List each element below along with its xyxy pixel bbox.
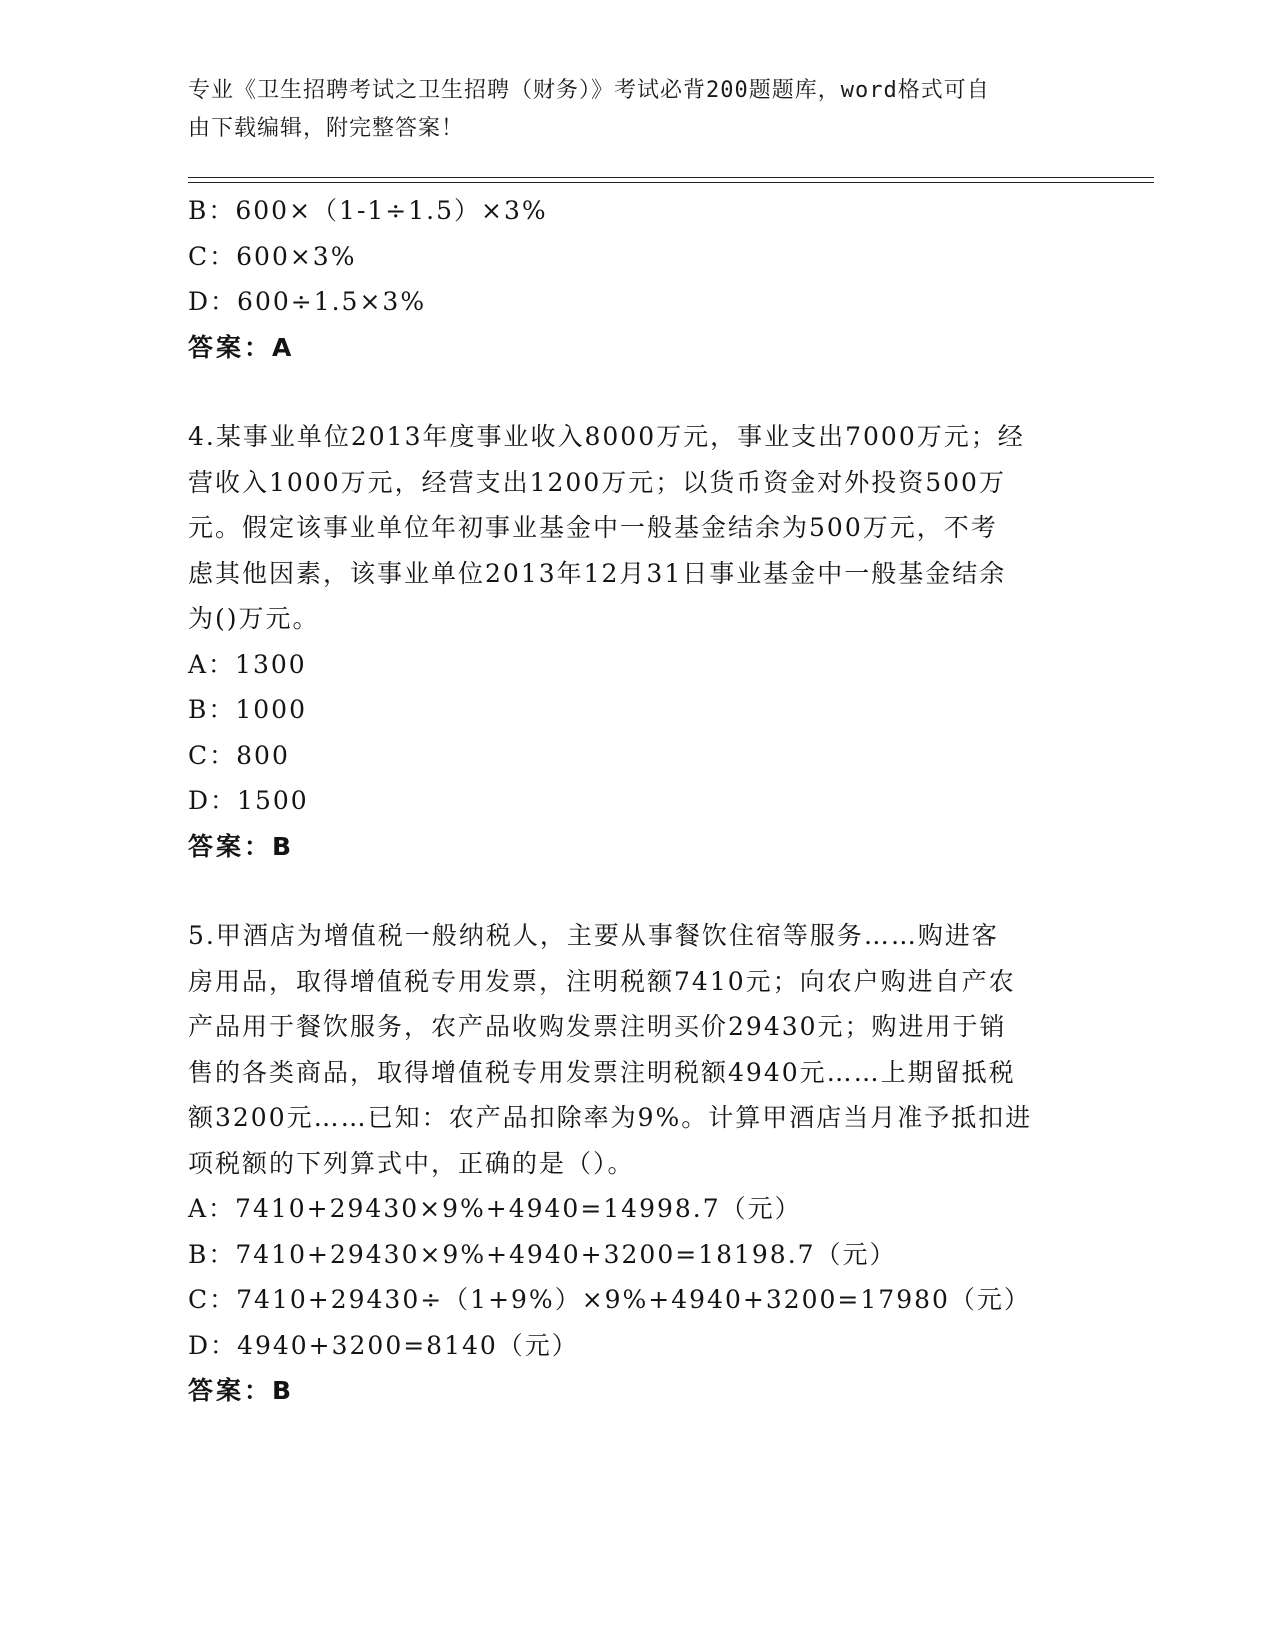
q5-stem-line: 额3200元……已知：农产品扣除率为9%。计算甲酒店当月准予抵扣进 [188,1103,1033,1132]
q4-option-c: C：800 [188,740,290,770]
header-divider-bottom [188,182,1154,183]
q3-option-d: D：600÷1.5×3% [188,287,427,316]
header-divider-top [188,177,1154,178]
q4-option-a: A：1300 [188,649,307,679]
q5-stem-line: 项税额的下列算式中，正确的是（）。 [188,1148,635,1178]
q5-answer: 答案：B [188,1376,295,1405]
q4-stem-line: 元。假定该事业单位年初事业基金中一般基金结余为500万元，不考 [188,513,998,542]
q3-option-c: C：600×3% [188,241,357,271]
q4-stem-line: 为()万元。 [188,604,320,633]
q5-option-d: D：4940+3200=8140（元） [188,1330,579,1360]
q4-stem-line: 虑其他因素，该事业单位2013年12月31日事业基金中一般基金结余 [188,558,1007,588]
q3-option-b: B：600×（1-1÷1.5）×3% [188,196,548,225]
header-title-line-1: 专业《卫生招聘考试之卫生招聘（财务）》考试必背200题题库，word格式可自 [188,78,990,103]
q3-answer: 答案：A [188,332,295,362]
question-5 [188,913,1088,1414]
q5-stem-line: 房用品，取得增值税专用发票，注明税额7410元；向农户购进自产农 [188,966,1016,996]
q4-option-b: B：1000 [188,695,307,724]
header-title-line-2: 由下载编辑，附完整答案！ [188,116,465,141]
document-header [188,72,1068,148]
q4-stem-line: 4.某事业单位2013年度事业收入8000万元，事业支出7000万元；经 [188,422,1025,451]
document-body [188,188,1088,1414]
question-3-options [188,188,1088,370]
q5-option-a: A：7410+29430×9%+4940=14998.7（元） [188,1194,802,1223]
q4-option-d: D：1500 [188,786,309,815]
q5-option-b: B：7410+29430×9%+4940+3200=18198.7（元） [188,1239,897,1269]
q5-stem-line: 5.甲酒店为增值税一般纳税人，主要从事餐饮住宿等服务……购进客 [188,921,999,950]
q4-answer: 答案：B [188,831,295,861]
spacer [188,869,1088,913]
q5-option-c: C：7410+29430÷（1+9%）×9%+4940+3200=17980（元） [188,1285,1031,1314]
q4-stem-line: 营收入1000万元，经营支出1200万元；以货币资金对外投资500万 [188,467,1006,497]
q5-stem-line: 售的各类商品，取得增值税专用发票注明税额4940元……上期留抵税 [188,1057,1016,1087]
q5-stem-line: 产品用于餐饮服务，农产品收购发票注明买价29430元；购进用于销 [188,1012,1007,1041]
question-4 [188,414,1088,869]
spacer [188,370,1088,414]
